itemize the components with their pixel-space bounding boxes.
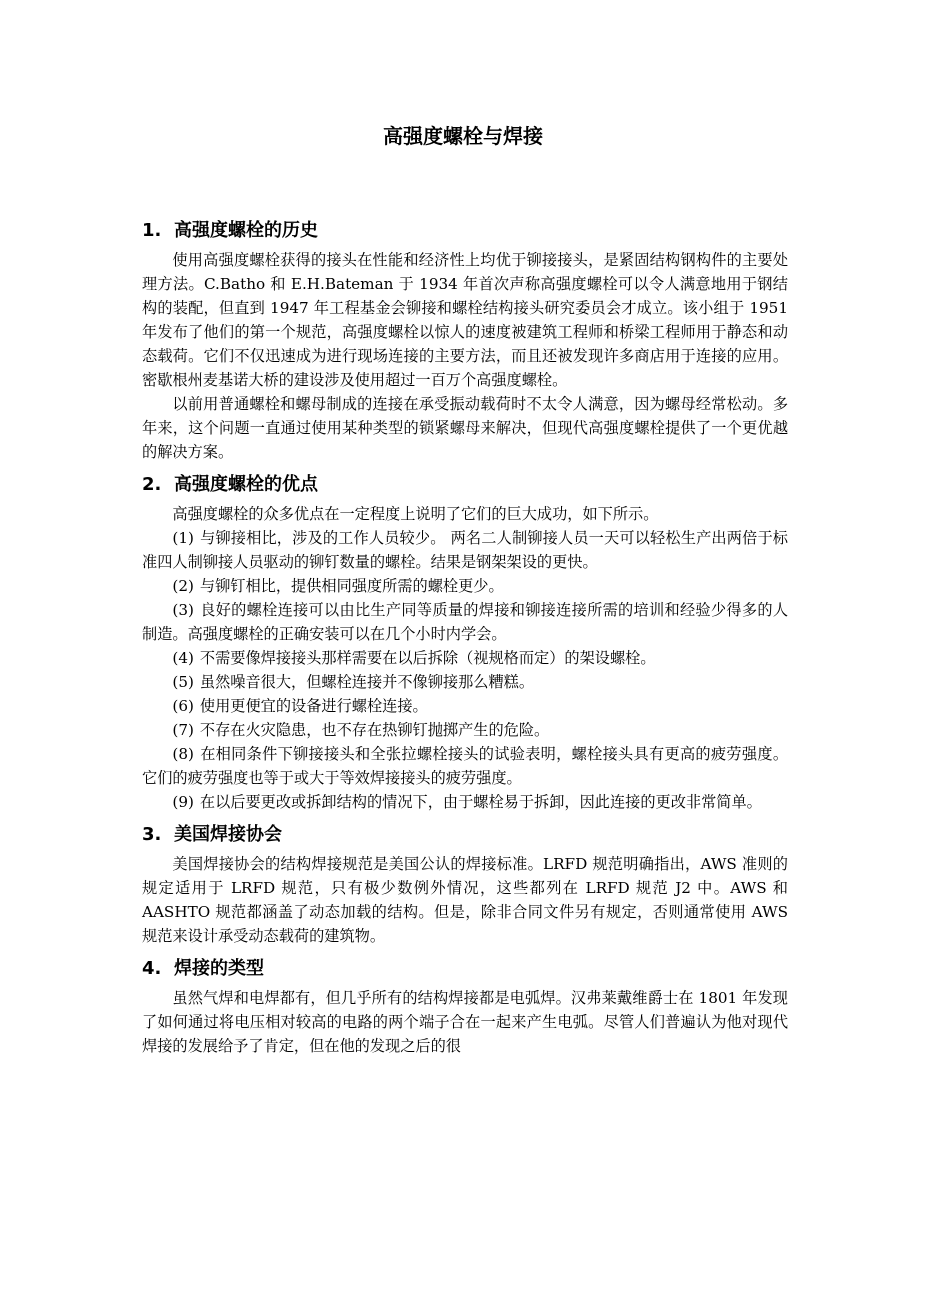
paragraph: 美国焊接协会的结构焊接规范是美国公认的焊接标准。LRFD 规范明确指出，AWS 准则的规定适用于 LRFD 规范，只有极少数例外情况，这些都列在 LRFD 规范 J2 中。AWS 和 AASHTO 规范都涵盖了动态加载的结构。但是，除非合同文件另有规定，否则通常使用 AWS 规范来设计承受动态载荷的建筑物。 [142,855,789,945]
list-item [142,694,788,718]
list-marker: (2) [172,577,194,595]
section-number: 4. [142,958,162,979]
section-number: 1. [142,220,162,241]
list-item [142,718,788,742]
list-item [142,790,788,814]
section-title: 高强度螺栓的优点 [174,474,318,495]
list-marker: (8) [172,745,194,763]
list-item [142,598,788,646]
list-item-text: 不存在火灾隐患，也不存在热铆钉抛掷产生的危险。 [199,721,550,739]
list-item-text: 使用更便宜的设备进行螺栓连接。 [199,697,428,715]
paragraph: 使用高强度螺栓获得的接头在性能和经济性上均优于铆接接头，是紧固结构钢构件的主要处理方法。C.Batho 和 E.H.Bateman 于 1934 年首次声称高强度螺栓可以令人满意地用于钢结构的装配，但直到 1947 年工程基金会铆接和螺栓结构接头研究委员会才成立。该小组于 1951 年发布了他们的第一个规范，高强度螺栓以惊人的速度被建筑工程师和桥梁工程师用于静态和动态载荷。它们不仅迅速成为进行现场连接的主要方法，而且还被发现许多商店用于连接的应用。密歇根州麦基诺大桥的建设涉及使用超过一百万个高强度螺栓。 [142,251,788,389]
section-heading [142,472,788,498]
list-item [142,742,788,790]
section-heading [142,218,788,244]
section-heading [142,956,788,982]
section-number: 2. [142,474,162,495]
list-marker: (3) [172,601,194,619]
section-number: 3. [142,824,162,845]
section-bolt-history [142,218,788,464]
list-item-text: 良好的螺栓连接可以由比生产同等质量的焊接和铆接连接所需的培训和经验少得多的人制造。高强度螺栓的正确安装可以在几个小时内学会。 [142,601,788,643]
section-title: 焊接的类型 [174,958,264,979]
list-item-text: 在以后要更改或拆卸结构的情况下，由于螺栓易于拆卸，因此连接的更改非常简单。 [199,793,762,811]
paragraph: 以前用普通螺栓和螺母制成的连接在承受振动载荷时不太令人满意，因为螺母经常松动。多年来，这个问题一直通过使用某种类型的锁紧螺母来解决，但现代高强度螺栓提供了一个更优越的解决方案。 [142,395,788,461]
list-item-text: 在相同条件下铆接接头和全张拉螺栓接头的试验表明，螺栓接头具有更高的疲劳强度。它们的疲劳强度也等于或大于等效焊接接头的疲劳强度。 [142,745,788,787]
section-title: 美国焊接协会 [174,824,282,845]
section-title: 高强度螺栓的历史 [174,220,318,241]
list-item [142,646,788,670]
list-marker: (4) [172,649,194,667]
list-item-text: 不需要像焊接接头那样需要在以后拆除（视规格而定）的架设螺栓。 [199,649,656,667]
section-welding-types [142,956,788,1058]
page-title: 高强度螺栓与焊接 [383,124,543,148]
list-marker: (7) [172,721,194,739]
list-marker: (9) [172,793,194,811]
list-marker: (1) [172,529,194,547]
document-body [142,218,788,1058]
list-item [142,670,788,694]
paragraph-intro: 高强度螺栓的众多优点在一定程度上说明了它们的巨大成功，如下所示。 [172,505,659,523]
section-aws [142,822,788,948]
list-item [142,526,788,574]
section-heading [142,822,788,848]
list-item [142,574,788,598]
list-item-text: 与铆接相比，涉及的工作人员较少。 两名二人制铆接人员一天可以轻松生产出两倍于标准四人制铆接人员驱动的铆钉数量的螺栓。结果是钢架架设的更快。 [142,529,788,571]
list-item-text: 与铆钉相比，提供相同强度所需的螺栓更少。 [199,577,504,595]
list-marker: (5) [172,673,194,691]
paragraph: 虽然气焊和电焊都有，但几乎所有的结构焊接都是电弧焊。汉弗莱戴维爵士在 1801 年发现了如何通过将电压相对较高的电路的两个端子合在一起来产生电弧。尽管人们普遍认为他对现代焊接的发展给予了肯定，但在他的发现之后的很 [142,989,788,1055]
section-bolt-advantages [142,472,788,814]
list-item-text: 虽然噪音很大，但螺栓连接并不像铆接那么糟糕。 [199,673,535,691]
list-marker: (6) [172,697,194,715]
